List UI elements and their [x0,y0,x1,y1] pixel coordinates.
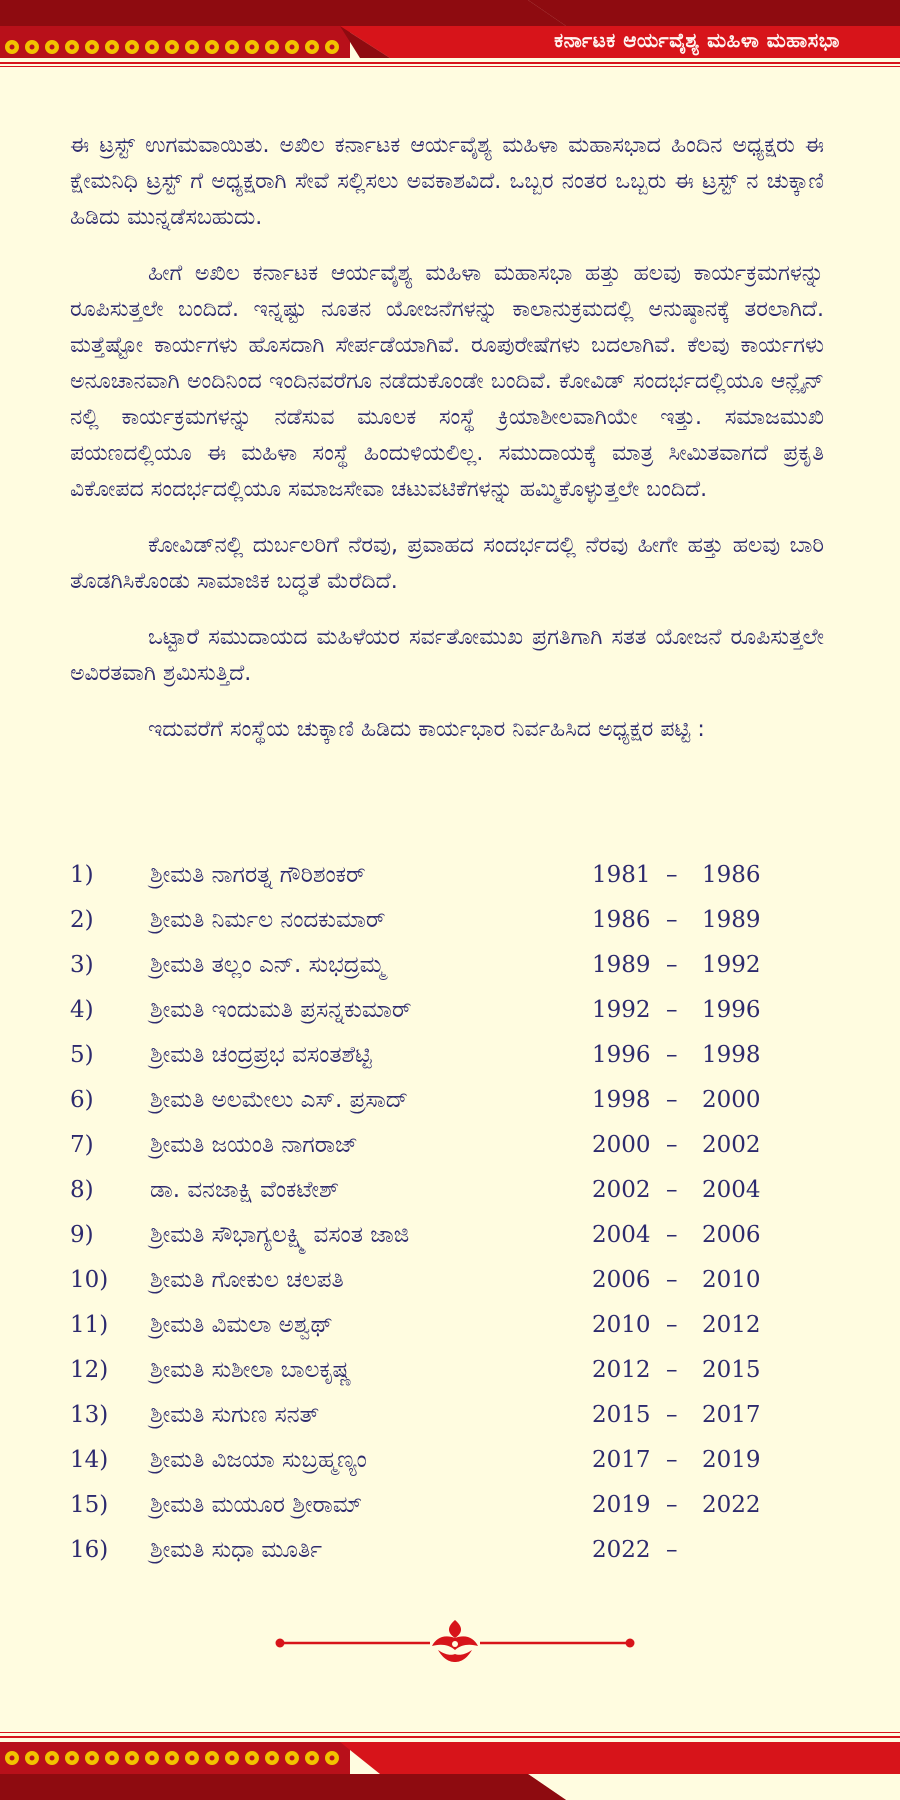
list-item [70,1445,830,1490]
term-end: 2019 [702,1447,761,1473]
president-name: ಡಾ. ವನಜಾಕ್ಷಿ ವೆಂಕಟೇಶ್ [150,1177,340,1203]
president-name: ಶ್ರೀಮತಿ ಸೌಭಾಗ್ಯಲಕ್ಷ್ಮಿ ವಸಂತ ಜಾಜಿ [150,1222,410,1248]
list-item [70,1355,830,1400]
term-end: 1986 [702,862,761,888]
term-start: 2010 [592,1312,651,1338]
item-number: 13) [70,1402,109,1428]
list-item [70,1175,830,1220]
item-number: 11) [70,1312,109,1338]
term-dash: – [666,1267,678,1293]
list-item [70,1220,830,1265]
term-dash: – [666,907,678,933]
presidents-list [70,860,830,1580]
term-start: 2004 [592,1222,651,1248]
list-item [70,1040,830,1085]
president-name: ಶ್ರೀಮತಿ ಚಂದ್ರಪ್ರಭ ವಸಂತಶೆಟ್ಟಿ [150,1042,372,1068]
president-name: ಶ್ರೀಮತಿ ಸುಶೀಲಾ ಬಾಲಕೃಷ್ಣ [150,1357,352,1383]
term-end: 2006 [702,1222,761,1248]
term-end: 2017 [702,1402,761,1428]
paragraph: ಇದುವರೆಗೆ ಸಂಸ್ಥೆಯ ಚುಕ್ಕಾಣಿ ಹಿಡಿದು ಕಾರ್ಯಭಾರ ನಿರ್ವಹಿಸಿದ ಅಧ್ಯಕ್ಷರ ಪಟ್ಟಿ : [148,717,705,742]
term-dash: – [666,862,678,888]
list-item [70,1265,830,1310]
term-start: 2012 [592,1357,651,1383]
term-start: 2000 [592,1132,651,1158]
item-number: 4) [70,997,94,1023]
item-number: 7) [70,1132,94,1158]
term-dash: – [666,1492,678,1518]
term-dash: – [666,1087,678,1113]
list-item [70,950,830,995]
term-end: 2022 [702,1492,761,1518]
item-number: 2) [70,907,94,933]
list-item [70,1535,830,1580]
term-start: 1989 [592,952,651,978]
paragraph: ಈ ಟ್ರಸ್ಟ್ ಉಗಮವಾಯಿತು. ಅಖಿಲ ಕರ್ನಾಟಕ ಆರ್ಯವೈಶ್ಯ ಮಹಿಳಾ ಮಹಾಸಭಾದ ಹಿಂದಿನ ಅಧ್ಯಕ್ಷರು ಈ ಕ್ಷೇಮನಿಧಿ ಟ್ರಸ್ಟ್ ಗೆ ಅಧ್ಯಕ್ಷರಾಗಿ ಸೇವೆ ಸಲ್ಲಿಸಲು ಅವಕಾಶವಿದೆ. ಒಬ್ಬರ ನಂತರ ಒಬ್ಬರು ಈ ಟ್ರಸ್ಟ್ ನ ಚುಕ್ಕಾಣಿ ಹಿಡಿದು ಮುನ್ನಡೆಸಬಹುದು. [70,133,824,230]
paragraph: ಕೋವಿಡ್‌ನಲ್ಲಿ ದುರ್ಬಲರಿಗೆ ನೆರವು, ಪ್ರವಾಹದ ಸಂದರ್ಭದಲ್ಲಿ ನೆರವು ಹೀಗೇ ಹತ್ತು ಹಲವು ಬಾರಿ ತೊಡಗಿಸಿಕೊಂಡು ಸಾಮಾಜಿಕ ಬದ್ಧತೆ ಮೆರೆದಿದೆ. [70,533,824,594]
term-dash: – [666,952,678,978]
list-item [70,905,830,950]
item-number: 14) [70,1447,109,1473]
item-number: 1) [70,862,94,888]
term-dash: – [666,1222,678,1248]
president-name: ಶ್ರೀಮತಿ ನಾಗರತ್ನ ಗೌರಿಶಂಕರ್ [150,862,366,888]
president-name: ಶ್ರೀಮತಿ ಗೋಕುಲ ಚಲಪತಿ [150,1267,344,1293]
term-dash: – [666,1537,678,1563]
list-item [70,860,830,905]
item-number: 10) [70,1267,109,1293]
term-end: 2012 [702,1312,761,1338]
president-name: ಶ್ರೀಮತಿ ನಿರ್ಮಲ ನಂದಕುಮಾರ್ [150,907,386,933]
president-name: ಶ್ರೀಮತಿ ವಿಜಯಾ ಸುಬ್ರಹ್ಮಣ್ಯಂ [150,1447,367,1473]
term-dash: – [666,1132,678,1158]
list-item [70,1085,830,1130]
item-number: 16) [70,1537,109,1563]
term-dash: – [666,1042,678,1068]
term-dash: – [666,1357,678,1383]
term-end: 1998 [702,1042,761,1068]
term-end: 1989 [702,907,761,933]
term-start: 2019 [592,1492,651,1518]
term-end: 1996 [702,997,761,1023]
president-name: ಶ್ರೀಮತಿ ಸುಗುಣ ಸನತ್ [150,1402,320,1428]
term-start: 1992 [592,997,651,1023]
president-name: ಶ್ರೀಮತಿ ಮಯೂರ ಶ್ರೀರಾಮ್ [150,1492,363,1518]
header-title: ಕರ್ನಾಟಕ ಆರ್ಯವೈಶ್ಯ ಮಹಿಳಾ ಮಹಾಸಭಾ [554,28,840,52]
term-start: 2022 [592,1537,651,1563]
footer-banner [0,1728,900,1800]
list-item [70,1310,830,1355]
item-number: 15) [70,1492,109,1518]
term-dash: – [666,997,678,1023]
president-name: ಶ್ರೀಮತಿ ಸುಧಾ ಮೂರ್ತಿ [150,1537,323,1563]
term-dash: – [666,1312,678,1338]
term-end: 2010 [702,1267,761,1293]
item-number: 8) [70,1177,94,1203]
paragraph: ಒಟ್ಟಾರೆ ಸಮುದಾಯದ ಮಹಿಳೆಯರ ಸರ್ವತೋಮುಖ ಪ್ರಗತಿಗಾಗಿ ಸತತ ಯೋಜನೆ ರೂಪಿಸುತ್ತಲೇ ಅವಿರತವಾಗಿ ಶ್ರಮಿಸುತ್ತಿದೆ. [70,625,824,686]
term-end: 2002 [702,1132,761,1158]
term-end: 2015 [702,1357,761,1383]
paragraph: ಹೀಗೆ ಅಖಿಲ ಕರ್ನಾಟಕ ಆರ್ಯವೈಶ್ಯ ಮಹಿಳಾ ಮಹಾಸಭಾ ಹತ್ತು ಹಲವು ಕಾರ್ಯಕ್ರಮಗಳನ್ನು ರೂಪಿಸುತ್ತಲೇ ಬಂದಿದೆ. ಇನ್ನಷ್ಟು ನೂತನ ಯೋಜನೆಗಳನ್ನು ಕಾಲಾನುಕ್ರಮದಲ್ಲಿ ಅನುಷ್ಠಾನಕ್ಕೆ ತರಲಾಗಿದೆ. ಮತ್ತೆಷ್ಟೋ ಕಾರ್ಯಗಳು ಹೊಸದಾಗಿ ಸೇರ್ಪಡೆಯಾಗಿವೆ. ರೂಪುರೇಷೆಗಳು ಬದಲಾಗಿವೆ. ಕೆಲವು ಕಾರ್ಯಗಳು ಅನೂಚಾನವಾಗಿ ಅಂದಿನಿಂದ ಇಂದಿನವರೆಗೂ ನಡೆದುಕೊಂಡೇ ಬಂದಿವೆ. ಕೋವಿಡ್ ಸಂದರ್ಭದಲ್ಲಿಯೂ ಆನ್ಲೈನ್ ನಲ್ಲಿ ಕಾರ್ಯಕ್ರಮಗಳನ್ನು ನಡೆಸುವ ಮೂಲಕ ಸಂಸ್ಥೆ ಕ್ರಿಯಾಶೀಲವಾಗಿಯೇ ಇತ್ತು. ಸಮಾಜಮುಖಿ ಪಯಣದಲ್ಲಿಯೂ ಈ ಮಹಿಳಾ ಸಂಸ್ಥೆ ಹಿಂದುಳಿಯಲಿಲ್ಲ. ಸಮುದಾಯಕ್ಕೆ ಮಾತ್ರ ಸೀಮಿತವಾಗದೆ ಪ್ರಕೃತಿ ವಿಕೋಪದ ಸಂದರ್ಭದಲ್ಲಿಯೂ ಸಮಾಜಸೇವಾ ಚಟುವಟಿಕೆಗಳನ್ನು ಹಮ್ಮಿಕೊಳ್ಳುತ್ತಲೇ ಬಂದಿದೆ. [70,261,824,502]
item-number: 9) [70,1222,94,1248]
term-end: 1992 [702,952,761,978]
term-start: 1996 [592,1042,651,1068]
body-text [70,128,824,768]
term-start: 2015 [592,1402,651,1428]
term-dash: – [666,1447,678,1473]
president-name: ಶ್ರೀಮತಿ ಜಯಂತಿ ನಾಗರಾಜ್ [150,1132,358,1158]
term-end: 2004 [702,1177,761,1203]
president-name: ಶ್ರೀಮತಿ ಇಂದುಮತಿ ಪ್ರಸನ್ನಕುಮಾರ್ [150,997,412,1023]
list-item [70,1400,830,1445]
term-dash: – [666,1402,678,1428]
ornament-divider-icon [270,1616,640,1666]
president-name: ಶ್ರೀಮತಿ ವಿಮಲಾ ಅಶ್ವಥ್ [150,1312,333,1338]
term-start: 2002 [592,1177,651,1203]
list-item [70,995,830,1040]
term-start: 2017 [592,1447,651,1473]
item-number: 5) [70,1042,94,1068]
president-name: ಶ್ರೀಮತಿ ತಲ್ಲಂ ಎನ್. ಸುಭದ್ರಮ್ಮ [150,952,385,978]
term-dash: – [666,1177,678,1203]
item-number: 3) [70,952,94,978]
term-start: 1986 [592,907,651,933]
term-start: 2006 [592,1267,651,1293]
list-item [70,1490,830,1535]
term-end: 2000 [702,1087,761,1113]
term-start: 1998 [592,1087,651,1113]
list-item [70,1130,830,1175]
item-number: 12) [70,1357,109,1383]
president-name: ಶ್ರೀಮತಿ ಅಲಮೇಲು ಎಸ್. ಪ್ರಸಾದ್ [150,1087,409,1113]
term-start: 1981 [592,862,651,888]
item-number: 6) [70,1087,94,1113]
